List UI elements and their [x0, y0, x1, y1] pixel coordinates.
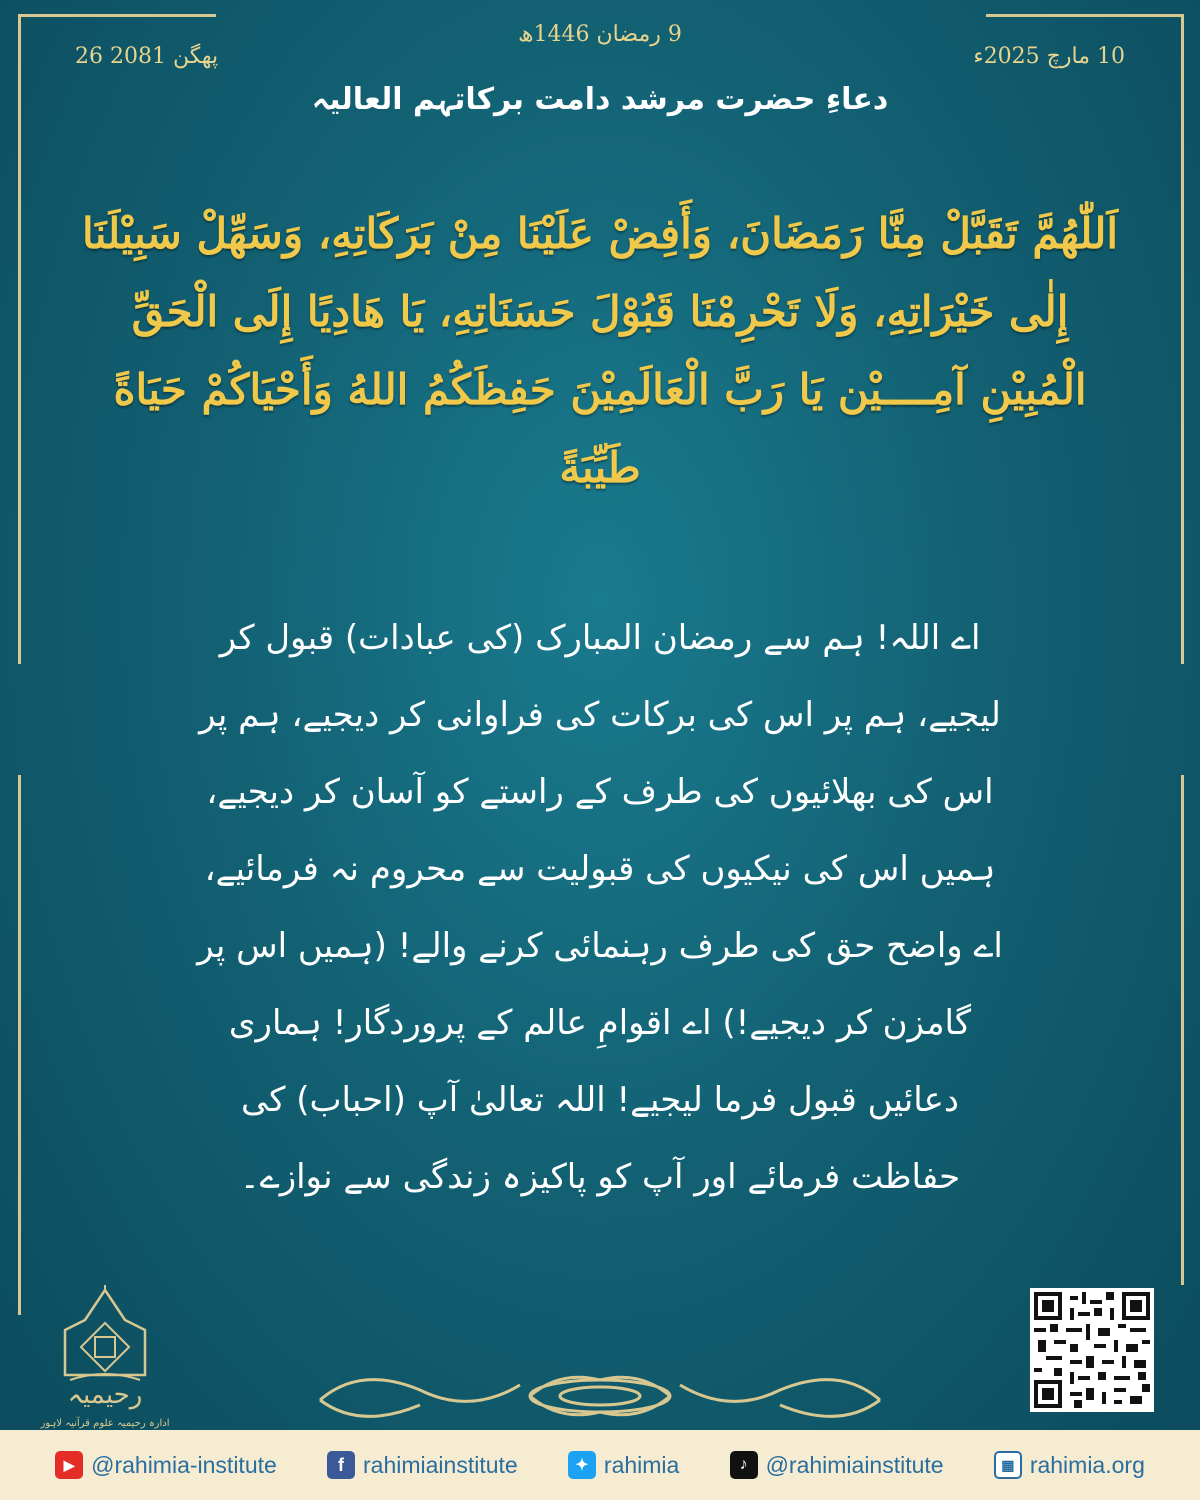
- tiktok-link[interactable]: [730, 1451, 944, 1479]
- qr-code[interactable]: [1030, 1288, 1154, 1412]
- border-left-lower: [18, 775, 21, 1315]
- tiktok-handle: @rahimiainstitute: [765, 1451, 944, 1478]
- tiktok-icon: ♪: [730, 1451, 758, 1479]
- border-top-right: [986, 14, 1184, 17]
- facebook-link[interactable]: [327, 1451, 518, 1479]
- urdu-translation-text: اے اللہ! ہم سے رمضان المبارک (کی عبادات) قبول کر لیجیے، ہم پر اس کی برکات کی فراوانی کر دیجیے، ہم پر اس کی بھلائیوں کی طرف کے راستے کو آسان کر دیجیے، ہمیں اس کی نیکیوں کی قبولیت سے محروم نہ فرمائیے، اے واضح حق کی طرف رہنمائی کرنے والے! (ہمیں اس پر گامزن کر دیجیے!) اے اقوامِ عالم کے پروردگار! ہماری دعائیں قبول فرما لیجیے! اللہ تعالیٰ آپ (احباب) کی حفاظت فرمائے اور آپ کو پاکیزہ زندگی سے نوازے۔: [197, 618, 1003, 1197]
- qr-code-icon: [1034, 1292, 1150, 1408]
- decorative-ornament: [300, 1360, 900, 1432]
- logo-emblem-icon: [40, 1280, 170, 1440]
- youtube-icon: ▶: [55, 1451, 83, 1479]
- border-top-left: [18, 14, 216, 17]
- facebook-handle: rahimiainstitute: [363, 1451, 518, 1478]
- twitter-icon: ✦: [568, 1451, 596, 1479]
- page-title: دعاءِ حضرت مرشد دامت برکاتہم العالیہ: [311, 82, 889, 117]
- social-footer: [0, 1430, 1200, 1500]
- facebook-icon: f: [327, 1451, 355, 1479]
- hijri-date: 9 رمضان 1446ھ: [518, 22, 682, 47]
- qr-website-icon: ▦: [994, 1451, 1022, 1479]
- logo-name: رحیمیہ: [67, 1380, 143, 1410]
- twitter-link[interactable]: [568, 1451, 679, 1479]
- youtube-link[interactable]: [55, 1451, 277, 1479]
- rahimia-logo: [40, 1280, 170, 1440]
- ornament-flourish-icon: [300, 1360, 900, 1432]
- youtube-handle: @rahimia-institute: [91, 1451, 277, 1478]
- gregorian-date: 10 مارچ 2025ء: [973, 44, 1125, 69]
- border-right-lower: [1181, 775, 1184, 1285]
- logo-subtitle: ادارہ رحیمیہ علوم قرآنیہ لاہور: [40, 1418, 170, 1429]
- website-url: rahimia.org: [1029, 1451, 1145, 1478]
- arabic-dua-text: اَللّٰهُمَّ تَقَبَّلْ مِنَّا رَمَضَانَ، وَأَفِضْ عَلَيْنَا مِنْ بَرَكَاتِهِ، وَسَهِّلْ سَبِيْلَنَا إِلٰى خَيْرَاتِهِ، وَلَا تَحْرِمْنَا قَبُوْلَ حَسَنَاتِهِ، يَا هَادِيًا إِلَى الْحَقِّ الْمُبِيْنِ آمِــــيْن يَا رَبَّ الْعَالَمِيْنَ حَفِظَكُمُ اللهُ وَأَحْيَاكُمْ حَيَاةً طَيِّبَةً: [81, 209, 1119, 492]
- twitter-handle: rahimia: [603, 1451, 680, 1478]
- bikrami-date: 26 پھگن 2081: [75, 44, 219, 69]
- website-link[interactable]: [994, 1451, 1145, 1479]
